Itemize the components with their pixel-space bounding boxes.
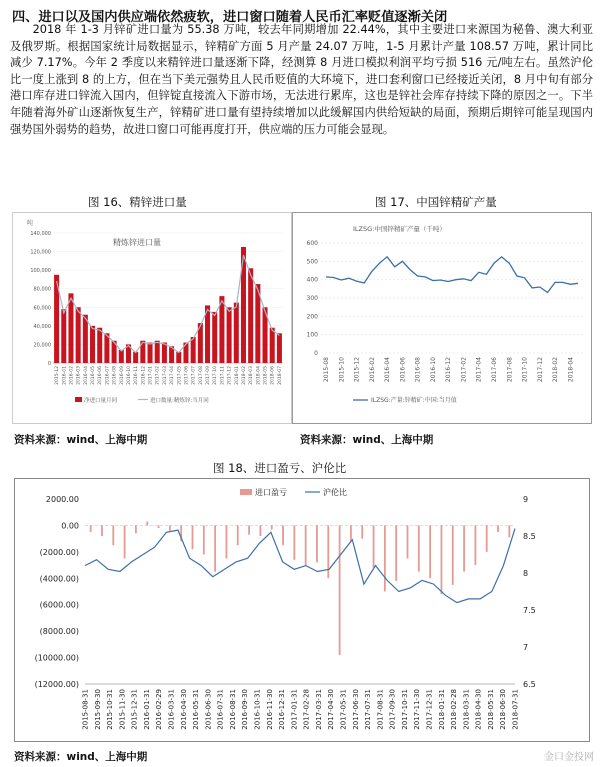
fig18-bar [169, 525, 171, 530]
fig18-bar [158, 525, 160, 528]
fig18-xtick: 2018-07-31 [511, 689, 520, 730]
fig17-ytick: 300 [306, 295, 318, 302]
fig17-xtick: 2016-06 [399, 357, 407, 383]
fig18-bar [293, 525, 295, 559]
fig18-xtick: 2016-10-31 [253, 689, 262, 730]
fig18-ytick-right: 9 [523, 495, 529, 504]
fig18-bar [305, 525, 307, 565]
fig16-bar [212, 312, 217, 363]
fig18-bar [226, 525, 228, 558]
body-paragraph: 2018 年 1-3 月锌矿进口量为 55.38 万吨，较去年同期增加 22.44%，其中主要进口来源国为秘鲁、澳大利亚及俄罗斯。根据国家统计局数据显示，锌精矿方面 5 月产量 24.07 万吨，1-5 月累计产量 108.57 万吨，累计同比减少 7.17%。今年 2 季度以来精锌进口量逐渐下降，经测算 8 月进口模拟利润平均亏损 516 元/吨左右。虽然沪伦比一度上涨到 8 的上方，但在当下美元强势且人民币贬值的大环境下，进口套利窗口已经接近关闭，8 月中旬有部分港口库存进口锌流入国内，但锌锭直接流入下游市场，无法进行累库，这也是锌社会库存持续下降的原因之一。下半年随着海外矿山逐渐恢复生产，锌精矿进口量有望持续增加以此缓解国内供给短缺的局面，预期后期锌可能呈现国内强势国外弱势的趋势，故进口窗口可能再度打开，供应端的压力可能会显现。 [10, 23, 593, 136]
fig16-bar [90, 326, 95, 363]
fig18-xtick: 2015-08-31 [81, 689, 90, 730]
fig18-bar [474, 525, 476, 565]
fig18-chart [14, 478, 590, 742]
fig16-source: 资料来源：wind、上海中期 [14, 434, 148, 446]
fig17-xtick: 2016-04 [384, 357, 392, 383]
fig18-xtick: 2017-10-31 [400, 689, 409, 730]
fig18-xtick: 2015-12-31 [130, 689, 139, 730]
fig18-xtick: 2015-10-31 [106, 689, 115, 730]
fig18-ytick-right: 6.5 [523, 680, 536, 689]
fig18-ytick-right: 7.5 [523, 606, 536, 615]
fig18-xtick: 2017-04-30 [327, 689, 336, 730]
fig16-ytick: 100,000 [30, 268, 51, 275]
fig18-xtick: 2016-02-29 [155, 689, 164, 730]
fig16-bar [133, 352, 138, 363]
fig18-xtick: 2016-08-31 [228, 689, 237, 730]
fig16-bar [162, 343, 167, 363]
fig16-xtick: 2017-09 [206, 366, 212, 385]
fig18-xtick: 2018-04-30 [474, 689, 483, 730]
fig17-title: ILZSG:中国锌精矿产量（千吨） [353, 225, 446, 233]
fig16-xtick: 2016-10 [126, 366, 132, 385]
fig16-ytick: 80,000 [33, 286, 51, 293]
fig17-xtick: 2017-10 [521, 357, 529, 383]
fig16-chart [12, 212, 292, 424]
fig18-xtick: 2016-06-30 [204, 689, 213, 730]
fig18-bar [237, 525, 239, 545]
fig18-xtick: 2017-02-28 [302, 689, 311, 730]
fig18-bar [203, 525, 205, 554]
fig18-ytick-left: 2000.00 [45, 495, 79, 504]
fig16-xtick: 2016-03 [76, 366, 82, 385]
fig18-xtick: 2018-06-30 [499, 689, 508, 730]
fig17-xtick: 2016-12 [445, 357, 453, 383]
fig18-line [85, 529, 515, 603]
fig18-xtick: 2017-01-31 [290, 689, 299, 730]
fig17-ytick: 100 [306, 331, 318, 339]
fig16-xtick: 2018-05 [263, 366, 269, 385]
fig18-bar [214, 525, 216, 571]
fig16-xtick: 2017-10 [213, 366, 219, 385]
fig16-bar [176, 352, 181, 363]
fig16-bar [219, 296, 224, 363]
fig16-xtick: 2018-04 [256, 366, 262, 385]
fig17-ytick: 600 [306, 240, 318, 247]
fig16-xtick: 2017-11 [220, 366, 226, 385]
fig18-bar [418, 525, 420, 571]
fig18-xtick: 2018-02-28 [450, 689, 459, 730]
section-title: 四、进口以及国内供应端依然疲软，进口窗口随着人民币汇率贬值逐渐关闭 [12, 10, 448, 25]
fig16-xtick: 2016-06 [98, 366, 104, 385]
fig18-xtick: 2017-07-31 [364, 689, 373, 730]
fig18-xtick: 2016-04-30 [179, 689, 188, 730]
fig18-bar [350, 525, 352, 541]
fig16-bar [234, 303, 239, 363]
fig18-bar [101, 525, 103, 536]
fig17-xtick: 2017-12 [536, 357, 544, 383]
fig16-xtick: 2016-07 [105, 366, 111, 385]
fig16-xtick: 2016-01 [62, 366, 68, 385]
fig18-bar [463, 525, 465, 571]
fig16-xtick: 2017-06 [184, 366, 190, 385]
fig17-ytick: 400 [306, 276, 318, 284]
fig17-line [326, 257, 578, 293]
fig18-xtick: 2015-11-30 [118, 689, 127, 730]
fig16-legend-swatch-bar [75, 397, 82, 402]
fig17-xtick: 2017-06 [491, 357, 498, 383]
fig18-bar [384, 525, 386, 591]
fig17-xtick: 2017-08 [506, 357, 514, 383]
fig16-xtick: 2017-03 [162, 366, 168, 385]
fig16-xtick: 2016-11 [134, 366, 140, 385]
fig16-xtick: 2018-01 [234, 366, 240, 385]
fig16-caption: 图 16、精锌进口量 [88, 195, 187, 209]
fig16-xtick: 2016-04 [83, 366, 89, 385]
fig17-ytick: 0 [314, 350, 318, 357]
fig18-ytick-left: (8000.00) [39, 627, 79, 637]
fig18-xtick: 2018-01-31 [437, 689, 446, 730]
fig18-xtick: 2016-09-30 [241, 689, 250, 730]
fig18-ytick-left: (10000.00) [34, 653, 79, 663]
fig18-bar [373, 525, 375, 567]
fig16-bar [68, 293, 73, 363]
fig18-bar [497, 525, 499, 532]
fig16-xtick: 2017-01 [148, 366, 154, 385]
fig16-bar [148, 343, 153, 363]
fig18-xtick: 2017-05-31 [339, 689, 348, 730]
fig18-bar [452, 525, 454, 584]
fig18-ytick-right: 8 [523, 569, 529, 578]
fig18-legend-line: 沪伦比 [323, 488, 347, 497]
fig16-title: 精炼锌进口量 [113, 238, 161, 247]
fig16-xtick: 2015-12 [55, 366, 61, 385]
fig18-xtick: 2018-03-31 [462, 689, 471, 730]
fig16-xtick: 2016-09 [119, 366, 125, 385]
fig18-xtick: 2016-01-31 [142, 689, 151, 730]
fig16-unit: 吨 [27, 220, 34, 227]
fig18-bar [316, 525, 318, 562]
fig18-ytick-left: (12000.00) [34, 680, 79, 689]
fig18-ytick-right: 8.5 [523, 532, 536, 541]
fig17-source: 资料来源：wind、上海中期 [300, 434, 434, 446]
fig18-xtick: 2016-07-31 [216, 689, 225, 730]
fig16-ytick: 60,000 [33, 305, 51, 312]
fig17-xtick: 2015-10 [338, 357, 346, 383]
fig18-legend-swatch-bar [240, 489, 252, 495]
fig18-bar [441, 525, 443, 594]
fig16-bar [97, 328, 102, 363]
fig16-xtick: 2017-08 [198, 366, 204, 385]
fig18-ytick-right: 7 [523, 643, 529, 652]
fig16-svg [13, 213, 291, 423]
fig18-bar [259, 525, 261, 536]
fig18-svg [15, 479, 589, 741]
fig17-ytick: 500 [306, 258, 318, 266]
fig18-bar [361, 525, 363, 538]
fig17-xtick: 2016-08 [414, 357, 422, 383]
fig16-xtick: 2017-12 [227, 366, 233, 385]
fig17-xtick: 2017-04 [475, 357, 483, 383]
fig17-xtick: 2018-02 [552, 357, 560, 383]
fig18-xtick: 2016-05-31 [192, 689, 201, 730]
fig17-xtick: 2016-10 [429, 357, 437, 383]
fig18-xtick: 2017-11-30 [413, 689, 422, 730]
fig18-xtick: 2017-08-31 [376, 689, 385, 730]
fig18-xtick: 2016-03-31 [167, 689, 176, 730]
fig17-xtick: 2015-08 [323, 357, 330, 383]
watermark: 金口金投网 [544, 752, 594, 763]
fig18-ytick-left: (2000.00) [39, 547, 79, 557]
fig17-xtick: 2017-02 [460, 357, 468, 383]
fig16-legend-bar: 净进口量月同 [84, 398, 118, 404]
fig18-xtick: 2017-06-30 [351, 689, 360, 730]
fig16-xtick: 2017-05 [177, 366, 183, 385]
fig18-bar [248, 525, 250, 534]
fig16-xtick: 2016-05 [91, 366, 97, 385]
fig18-xtick: 2018-05-31 [486, 689, 495, 730]
fig18-bar [395, 525, 397, 581]
fig18-source: 资料来源：wind、上海中期 [14, 751, 148, 763]
fig16-bar [277, 333, 282, 363]
fig17-legend: ILZSG:产量:锌精矿:中国:当月值 [371, 397, 457, 404]
fig17-chart [292, 212, 592, 424]
fig17-xtick: 2015-12 [353, 357, 361, 383]
fig16-xtick: 2017-07 [191, 366, 197, 385]
fig16-bar [155, 341, 160, 363]
fig16-ytick: 20,000 [33, 342, 51, 349]
fig18-xtick: 2017-09-30 [388, 689, 397, 730]
fig18-ytick-left: (4000.00) [39, 574, 79, 584]
fig16-ytick: 140,000 [30, 231, 51, 237]
fig16-bar [61, 309, 66, 363]
fig16-xtick: 2018-02 [241, 366, 247, 385]
fig18-bar [192, 525, 194, 549]
fig18-bar [112, 525, 114, 545]
fig18-legend-bar: 进口盈亏 [255, 488, 287, 497]
fig18-xtick: 2016-11-30 [265, 689, 274, 730]
fig16-ytick: 0 [47, 361, 51, 367]
fig18-ytick-left: (6000.00) [39, 600, 79, 610]
fig18-bar [429, 525, 431, 578]
fig16-bar [227, 307, 232, 363]
fig18-xtick: 2016-12-31 [278, 689, 287, 730]
fig17-ytick: 200 [306, 313, 318, 321]
fig17-xtick: 2018-04 [567, 357, 575, 383]
fig18-bar [486, 525, 488, 551]
fig16-legend-line: 进口数量:精炼锌:当月同 [150, 398, 209, 404]
fig18-bar [282, 525, 284, 545]
fig18-ytick-left: 0.00 [61, 521, 79, 531]
fig16-xtick: 2016-02 [69, 366, 75, 385]
fig16-bar [119, 350, 124, 363]
fig16-bar [191, 337, 196, 363]
fig16-xtick: 2016-08 [112, 366, 118, 385]
fig16-bar [270, 328, 275, 363]
fig16-bar [76, 307, 81, 363]
fig16-xtick: 2018-06 [270, 366, 276, 385]
fig18-bar [124, 525, 126, 558]
fig17-svg [293, 213, 591, 423]
fig16-bar [83, 315, 88, 363]
fig16-ytick: 120,000 [30, 249, 51, 256]
fig18-bar [339, 525, 341, 655]
fig17-xtick: 2016-02 [368, 357, 376, 383]
fig18-bar [146, 521, 148, 525]
fig18-bar [135, 525, 137, 533]
fig18-bar [271, 525, 273, 529]
fig16-xtick: 2018-03 [249, 366, 255, 385]
fig16-xtick: 2017-02 [155, 366, 161, 385]
fig18-xtick: 2017-03-31 [314, 689, 323, 730]
fig18-bar [90, 525, 92, 532]
fig18-bar [327, 525, 329, 578]
fig16-xtick: 2016-12 [141, 366, 147, 385]
fig18-xtick: 2015-09-30 [93, 689, 102, 730]
fig16-ytick: 40,000 [33, 323, 51, 330]
fig16-xtick: 2017-04 [170, 366, 176, 385]
fig17-caption: 图 17、中国锌精矿产量 [375, 195, 497, 209]
fig16-xtick: 2018-07 [277, 366, 283, 385]
fig18-caption: 图 18、进口盈亏、沪伦比 [213, 461, 347, 475]
fig18-bar [508, 525, 510, 537]
fig18-bar [407, 525, 409, 558]
fig16-bar [248, 268, 253, 363]
fig18-xtick: 2017-12-31 [425, 689, 434, 730]
